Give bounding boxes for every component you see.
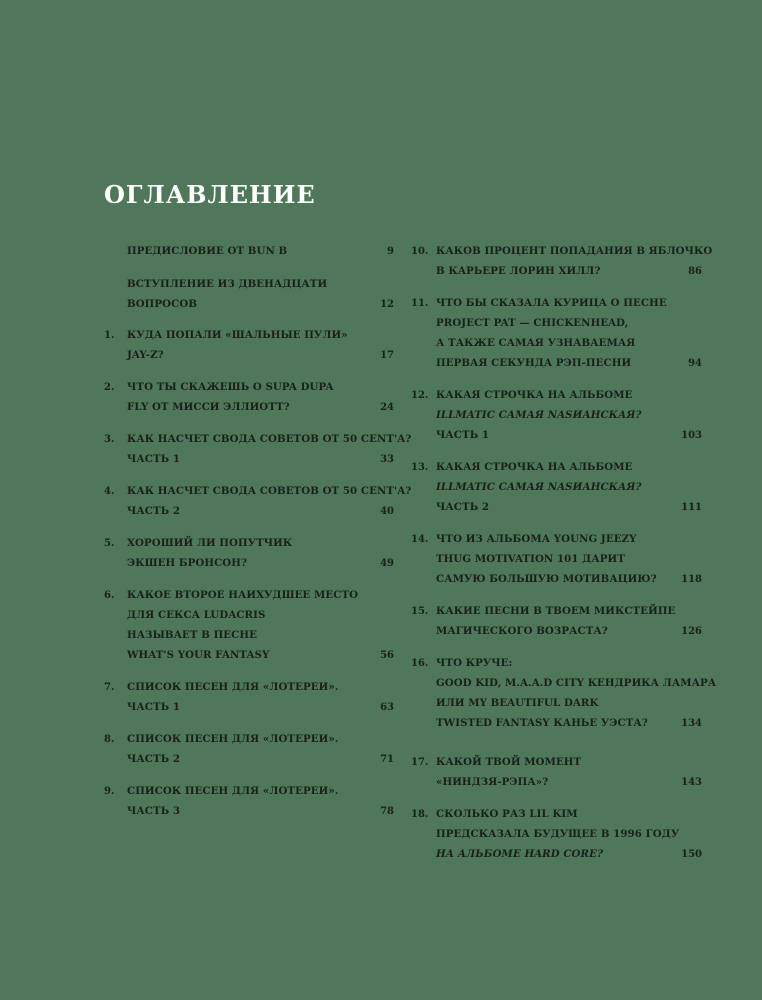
chapter-title-line: ILLMATIC САМАЯ NASИАНСКАЯ? xyxy=(436,481,642,493)
page-number: 111 xyxy=(681,502,702,513)
chapter-title-line: JAY-Z? xyxy=(127,349,164,361)
chapter-title xyxy=(127,377,334,417)
chapter-number: 3. xyxy=(104,434,115,445)
chapter-title-line: ИЛИ MY BEAUTIFUL DARK xyxy=(436,697,599,709)
chapter-title-line: КАКОВ ПРОЦЕНТ ПОПАДАНИЯ В ЯБЛОЧКО xyxy=(436,245,713,257)
chapter-title-line: ВСТУПЛЕНИЕ ИЗ ДВЕНАДЦАТИ xyxy=(127,278,328,290)
page-number: 12 xyxy=(380,299,394,310)
chapter-title-line: THUG MOTIVATION 101 ДАРИТ xyxy=(436,553,625,565)
chapter-title-line: КАК НАСЧЕТ СВОДА СОВЕТОВ ОТ 50 CENT'A? xyxy=(127,485,412,497)
chapter-number: 8. xyxy=(104,734,115,745)
page-number: 150 xyxy=(681,849,702,860)
chapter-title xyxy=(436,457,642,517)
chapter-title-line: КАКАЯ СТРОЧКА НА АЛЬБОМЕ xyxy=(436,389,633,401)
chapter-title-line: ЧТО ТЫ СКАЖЕШЬ О SUPA DUPA xyxy=(127,381,334,393)
page-number: 134 xyxy=(681,718,702,729)
chapter-title-line: TWISTED FANTASY КАНЬЕ УЭСТА? xyxy=(436,717,648,729)
chapter-title-line: ПРЕДСКАЗАЛА БУДУЩЕЕ В 1996 ГОДУ xyxy=(436,828,680,840)
chapter-title-line: ХОРОШИЙ ЛИ ПОПУТЧИК xyxy=(127,537,293,549)
chapter-title xyxy=(127,677,338,717)
page-number: 24 xyxy=(380,402,394,413)
chapter-title-line: ВОПРОСОВ xyxy=(127,298,198,310)
chapter-number: 11. xyxy=(411,298,429,309)
page-number: 126 xyxy=(681,626,702,637)
chapter-title-line: ЭКШЕН БРОНСОН? xyxy=(127,557,248,569)
chapter-title-line: САМУЮ БОЛЬШУЮ МОТИВАЦИЮ? xyxy=(436,573,657,585)
chapter-title xyxy=(127,325,348,365)
chapter-number: 6. xyxy=(104,590,115,601)
chapter-number: 2. xyxy=(104,382,115,393)
chapter-title xyxy=(127,533,292,573)
chapter-title-line: ЧАСТЬ 2 xyxy=(127,505,181,517)
chapter-title xyxy=(436,529,657,589)
chapter-title-line: НАЗЫВАЕТ В ПЕСНЕ xyxy=(127,629,257,641)
chapter-number: 9. xyxy=(104,786,115,797)
chapter-title-line: ЧАСТЬ 3 xyxy=(127,805,181,817)
chapter-number: 16. xyxy=(411,658,429,669)
page-number: 63 xyxy=(380,702,394,713)
chapter-title-line: ЧТО БЫ СКАЗАЛА КУРИЦА О ПЕСНЕ xyxy=(436,297,667,309)
page-number: 143 xyxy=(681,777,702,788)
chapter-title xyxy=(436,804,679,864)
page-title: ОГЛАВЛЕНИЕ xyxy=(104,180,316,209)
page-number: 86 xyxy=(688,266,702,277)
chapter-number: 7. xyxy=(104,682,115,693)
chapter-title-line: ЧАСТЬ 1 xyxy=(436,429,490,441)
chapter-number: 1. xyxy=(104,330,115,341)
chapter-title xyxy=(436,293,667,373)
chapter-title-line: КАКОЕ ВТОРОЕ НАИХУДШЕЕ МЕСТО xyxy=(127,589,359,601)
page-number: 71 xyxy=(380,754,394,765)
chapter-number: 4. xyxy=(104,486,115,497)
chapter-title-line: WHAT'S YOUR FANTASY xyxy=(127,649,270,661)
chapter-title xyxy=(436,385,642,445)
page-number: 56 xyxy=(380,650,394,661)
chapter-title-line: МАГИЧЕСКОГО ВОЗРАСТА? xyxy=(436,625,608,637)
page-number: 49 xyxy=(380,558,394,569)
chapter-title-line: ДЛЯ СЕКСА LUDACRIS xyxy=(127,609,266,621)
chapter-title-line: ЧАСТЬ 2 xyxy=(127,753,181,765)
chapter-title-line: ПЕРВАЯ СЕКУНДА РЭП-ПЕСНИ xyxy=(436,357,632,369)
page-number: 33 xyxy=(380,454,394,465)
chapter-title-line: PROJECT PAT — CHICKENHEAD, xyxy=(436,317,629,329)
chapter-number: 15. xyxy=(411,606,429,617)
page-number: 78 xyxy=(380,806,394,817)
chapter-title-line: КУДА ПОПАЛИ «ШАЛЬНЫЕ ПУЛИ» xyxy=(127,329,348,341)
chapter-title-line: В КАРЬЕРЕ ЛОРИН ХИЛЛ? xyxy=(436,265,601,277)
page-number: 118 xyxy=(681,574,702,585)
chapter-number: 10. xyxy=(411,246,429,257)
chapter-title-line: НА АЛЬБОМЕ HARD CORE? xyxy=(436,848,604,860)
page-number: 94 xyxy=(688,358,702,369)
chapter-title xyxy=(127,241,287,261)
chapter-title-line: GOOD KID, M.A.A.D CITY КЕНДРИКА ЛАМАРА xyxy=(436,677,717,689)
chapter-title-line: А ТАКЖЕ САМАЯ УЗНАВАЕМАЯ xyxy=(436,337,636,349)
chapter-title xyxy=(436,601,675,641)
chapter-title-line: СПИСОК ПЕСЕН ДЛЯ «ЛОТЕРЕИ». xyxy=(127,681,339,693)
chapter-number: 14. xyxy=(411,534,429,545)
chapter-title xyxy=(436,752,581,792)
chapter-title-line: «НИНДЗЯ-РЭПА»? xyxy=(436,776,549,788)
chapter-title-line: ЧТО ИЗ АЛЬБОМА YOUNG JEEZY xyxy=(436,533,637,545)
chapter-number: 12. xyxy=(411,390,429,401)
chapter-title-line: СПИСОК ПЕСЕН ДЛЯ «ЛОТЕРЕИ». xyxy=(127,733,339,745)
chapter-title xyxy=(127,781,338,821)
page-number: 17 xyxy=(380,350,394,361)
chapter-title xyxy=(127,274,327,314)
chapter-title-line: ЧАСТЬ 1 xyxy=(127,453,181,465)
chapter-title-line: ЧТО КРУЧЕ: xyxy=(436,657,513,669)
chapter-title-line: FLY ОТ МИССИ ЭЛЛИОТТ? xyxy=(127,401,290,413)
page-number: 103 xyxy=(681,430,702,441)
chapter-title-line: КАКИЕ ПЕСНИ В ТВОЕМ МИКСТЕЙПЕ xyxy=(436,605,676,617)
chapter-title xyxy=(127,585,358,665)
chapter-title-line: СКОЛЬКО РАЗ LIL KIM xyxy=(436,808,578,820)
page-number: 40 xyxy=(380,506,394,517)
page-number: 9 xyxy=(387,246,394,257)
chapter-title-line: ПРЕДИСЛОВИЕ ОТ BUN B xyxy=(127,245,288,257)
chapter-number: 18. xyxy=(411,809,429,820)
chapter-title-line: КАК НАСЧЕТ СВОДА СОВЕТОВ ОТ 50 CENT'A? xyxy=(127,433,412,445)
chapter-title-line: ILLMATIC САМАЯ NASИАНСКАЯ? xyxy=(436,409,642,421)
chapter-number: 13. xyxy=(411,462,429,473)
chapter-title xyxy=(127,729,338,769)
chapter-number: 5. xyxy=(104,538,115,549)
chapter-title-line: ЧАСТЬ 1 xyxy=(127,701,181,713)
chapter-title-line: СПИСОК ПЕСЕН ДЛЯ «ЛОТЕРЕИ». xyxy=(127,785,339,797)
chapter-number: 17. xyxy=(411,757,429,768)
chapter-title-line: КАКАЯ СТРОЧКА НА АЛЬБОМЕ xyxy=(436,461,633,473)
chapter-title-line: КАКОЙ ТВОЙ МОМЕНТ xyxy=(436,756,582,768)
chapter-title-line: ЧАСТЬ 2 xyxy=(436,501,490,513)
